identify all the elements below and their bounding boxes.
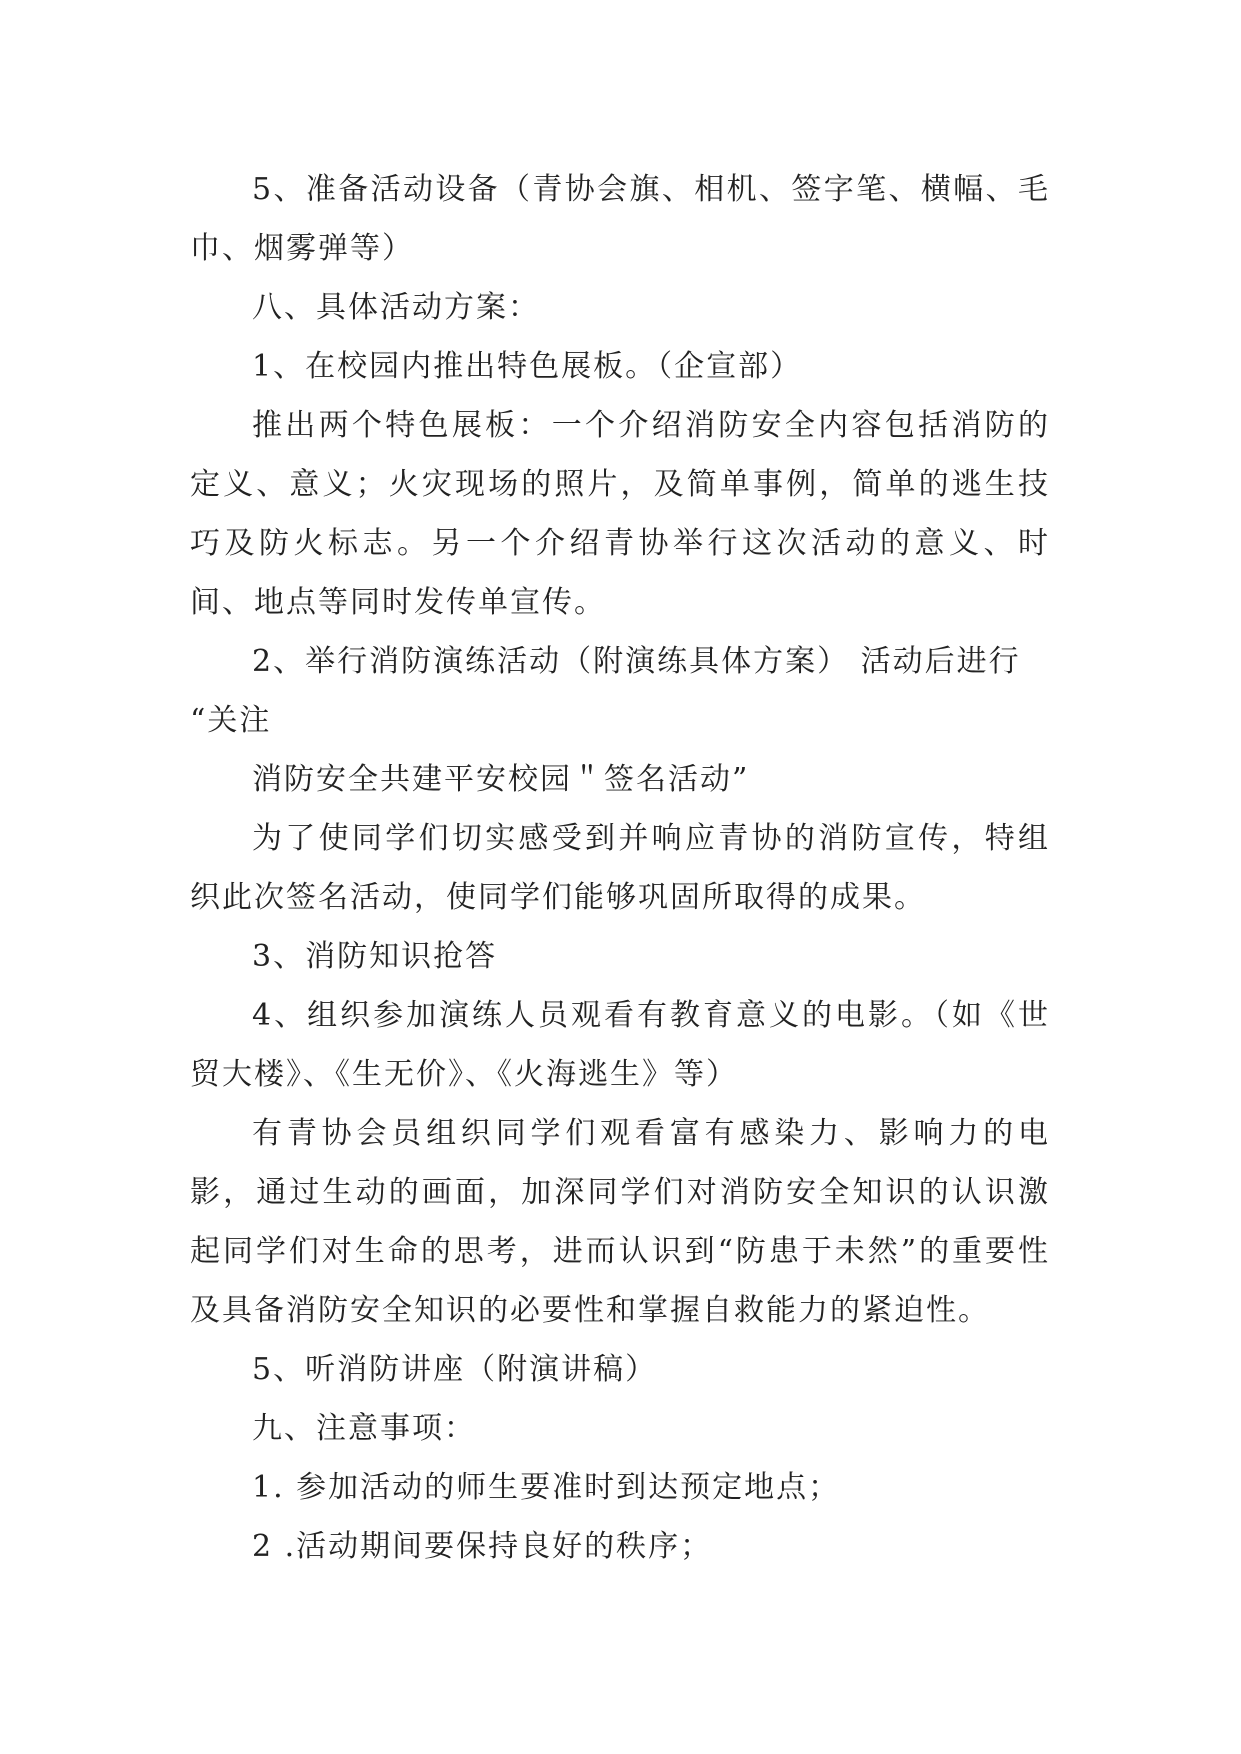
document-body: [190, 160, 1050, 1576]
paragraph-fire-drill-continued: “关注: [190, 703, 272, 738]
paragraph-movie: 4、组织参加演练人员观看有教育意义的电影。（如《世贸大楼》、《生无价》、《火海逃生》等）: [190, 998, 1050, 1092]
paragraph-display-boards-detail: 推出两个特色展板：一个介绍消防安全内容包括消防的定义、意义；火灾现场的照片，及简单事例，简单的逃生技巧及防火标志。另一个介绍青协举行这次活动的意义、时间、地点等同时发传单宣传。: [190, 408, 1050, 620]
paragraph-note-1: 1. 参加活动的师生要准时到达预定地点；: [252, 1470, 841, 1505]
paragraph-equipment: 5、准备活动设备（青协会旗、相机、签字笔、横幅、毛巾、烟雾弹等）: [190, 172, 1050, 266]
heading-notes: 九、注意事项：: [252, 1411, 476, 1446]
paragraph-lecture: 5、听消防讲座（附演讲稿）: [252, 1352, 658, 1387]
heading-activity-plan: 八、具体活动方案：: [252, 290, 540, 325]
paragraph-signature-detail: 为了使同学们切实感受到并响应青协的消防宣传，特组织此次签名活动，使同学们能够巩固所取得的成果。: [190, 821, 1050, 915]
paragraph-display-boards: 1、在校园内推出特色展板。（企宣部）: [252, 349, 803, 384]
paragraph-fire-drill: 2、举行消防演练活动（附演练具体方案） 活动后进行: [252, 644, 1021, 679]
paragraph-movie-detail: 有青协会员组织同学们观看富有感染力、影响力的电影，通过生动的画面，加深同学们对消防安全知识的认识激起同学们对生命的思考，进而认识到“防患于未然”的重要性及具备消防安全知识的必要性和掌握自救能力的紧迫性。: [190, 1116, 1050, 1328]
paragraph-quiz: 3、消防知识抢答: [252, 939, 498, 974]
paragraph-signature-title: 消防安全共建平安校园＂签名活动”: [252, 762, 750, 797]
paragraph-note-2: 2 .活动期间要保持良好的秩序；: [252, 1529, 713, 1564]
